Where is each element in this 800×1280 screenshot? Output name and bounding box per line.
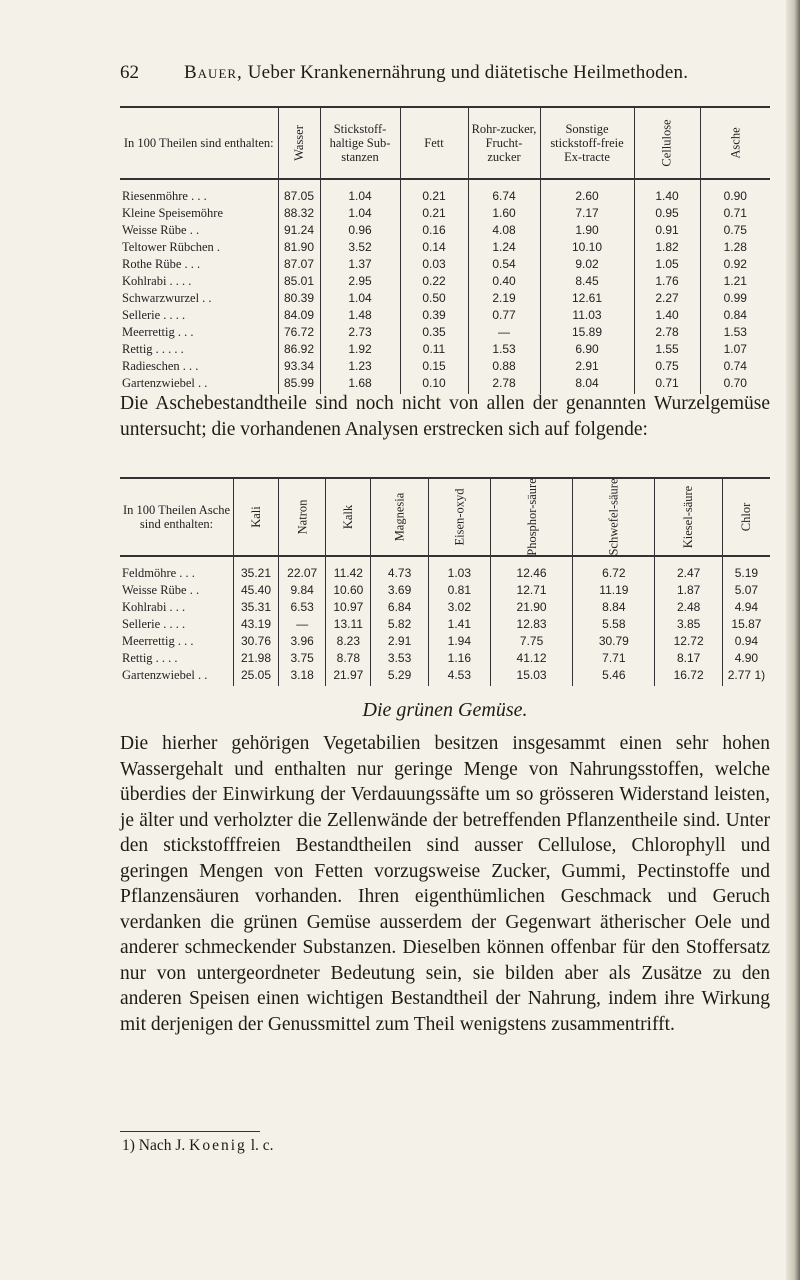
table-row	[120, 667, 770, 686]
value-cell: 5.07	[722, 582, 770, 599]
value-cell: 1.40	[634, 307, 700, 324]
table1-header-stickstoff: Stickstoff-haltige Sub-stanzen	[320, 107, 400, 179]
value-cell: 1.82	[634, 239, 700, 256]
value-cell: 2.60	[540, 188, 634, 205]
row-label-cell: Sellerie . . . .	[122, 308, 186, 322]
table2-header-natron: Natron	[278, 478, 325, 556]
table-row	[120, 650, 770, 667]
value-cell: 12.83	[490, 616, 573, 633]
table-row	[120, 307, 770, 324]
table-row	[120, 239, 770, 256]
row-label-cell: Rettig . . . .	[122, 651, 178, 665]
value-cell: 8.23	[326, 633, 371, 650]
section-heading: Die grünen Gemüse.	[362, 699, 528, 721]
table1-header-fett: Fett	[400, 107, 468, 179]
table2-header-kali: Kali	[234, 478, 279, 556]
page-number: 62	[120, 62, 139, 83]
table1-header-zucker: Rohr-zucker, Frucht-zucker	[468, 107, 540, 179]
value-cell: 1.90	[540, 222, 634, 239]
value-cell: 0.84	[700, 307, 770, 324]
value-cell: 0.50	[400, 290, 468, 307]
value-cell: 10.97	[326, 599, 371, 616]
value-cell: —	[278, 616, 325, 633]
value-cell: 2.47	[655, 565, 722, 582]
row-label-cell: Meerrettig . . .	[122, 325, 194, 339]
value-cell: 12.46	[490, 565, 573, 582]
value-cell: 3.69	[371, 582, 429, 599]
header-title: Ueber Krankenernährung und diätetische Heilmethoden.	[247, 62, 689, 83]
value-cell: 3.52	[320, 239, 400, 256]
value-cell: 30.79	[573, 633, 655, 650]
table-row	[120, 324, 770, 341]
value-cell: 84.09	[278, 307, 320, 324]
value-cell: 1.41	[428, 616, 490, 633]
value-cell: 35.31	[234, 599, 279, 616]
value-cell: 7.75	[490, 633, 573, 650]
value-cell: 0.11	[400, 341, 468, 358]
row-label-cell: Gartenzwiebel . .	[122, 668, 208, 682]
table-row	[120, 582, 770, 599]
row-label-cell: Rettig . . . . .	[122, 342, 184, 356]
table2-header-schwefelsaeure: Schwefel-säure	[573, 478, 655, 556]
row-label-cell: Kleine Speisemöhre	[122, 206, 224, 220]
value-cell: 10.10	[540, 239, 634, 256]
value-cell: 87.05	[278, 188, 320, 205]
value-cell: 0.81	[428, 582, 490, 599]
value-cell: 1.03	[428, 565, 490, 582]
value-cell: 15.03	[490, 667, 573, 686]
value-cell: 8.17	[655, 650, 722, 667]
value-cell: 0.03	[400, 256, 468, 273]
value-cell: 1.68	[320, 375, 400, 394]
value-cell: 0.16	[400, 222, 468, 239]
value-cell: 2.77 1)	[722, 667, 770, 686]
value-cell: 2.91	[540, 358, 634, 375]
value-cell: 8.78	[326, 650, 371, 667]
value-cell: 1.07	[700, 341, 770, 358]
value-cell: 1.16	[428, 650, 490, 667]
value-cell: 4.53	[428, 667, 490, 686]
value-cell: 5.19	[722, 565, 770, 582]
value-cell: 80.39	[278, 290, 320, 307]
value-cell: 21.97	[326, 667, 371, 686]
table1-header-wasser: Wasser	[278, 107, 320, 179]
value-cell: 11.19	[573, 582, 655, 599]
table-row	[120, 341, 770, 358]
value-cell: 4.73	[371, 565, 429, 582]
value-cell: 0.74	[700, 358, 770, 375]
value-cell: 85.99	[278, 375, 320, 394]
value-cell: 0.99	[700, 290, 770, 307]
value-cell: 76.72	[278, 324, 320, 341]
value-cell: 3.85	[655, 616, 722, 633]
value-cell: 0.21	[400, 205, 468, 222]
value-cell: 2.95	[320, 273, 400, 290]
value-cell: 1.28	[700, 239, 770, 256]
table-row	[120, 222, 770, 239]
value-cell: 5.46	[573, 667, 655, 686]
value-cell: 0.54	[468, 256, 540, 273]
table-row	[120, 256, 770, 273]
row-label-cell: Radieschen . . .	[122, 359, 199, 373]
footnote-rule	[120, 1131, 260, 1132]
table2-header-eisenoxyd: Eisen-oxyd	[428, 478, 490, 556]
value-cell: 85.01	[278, 273, 320, 290]
value-cell: 10.60	[326, 582, 371, 599]
value-cell: 2.73	[320, 324, 400, 341]
value-cell: 8.45	[540, 273, 634, 290]
footnote-prefix: Nach J.	[138, 1137, 186, 1154]
value-cell: 11.03	[540, 307, 634, 324]
table2-header-magnesia: Magnesia	[371, 478, 429, 556]
value-cell: 0.40	[468, 273, 540, 290]
value-cell: 1.37	[320, 256, 400, 273]
value-cell: 15.87	[722, 616, 770, 633]
row-label-cell: Feldmöhre . . .	[122, 566, 195, 580]
value-cell: 1.21	[700, 273, 770, 290]
table-row	[120, 599, 770, 616]
value-cell: 3.18	[278, 667, 325, 686]
value-cell: 12.71	[490, 582, 573, 599]
value-cell: 1.04	[320, 188, 400, 205]
row-label-cell: Rothe Rübe . . .	[122, 257, 201, 271]
table-row	[120, 616, 770, 633]
value-cell: 1.05	[634, 256, 700, 273]
value-cell: 21.90	[490, 599, 573, 616]
value-cell: 86.92	[278, 341, 320, 358]
value-cell: —	[468, 324, 540, 341]
value-cell: 0.95	[634, 205, 700, 222]
value-cell: 0.14	[400, 239, 468, 256]
row-label-cell: Meerrettig . . .	[122, 634, 194, 648]
value-cell: 2.19	[468, 290, 540, 307]
value-cell: 41.12	[490, 650, 573, 667]
value-cell: 0.71	[700, 205, 770, 222]
value-cell: 0.71	[634, 375, 700, 394]
value-cell: 81.90	[278, 239, 320, 256]
value-cell: 0.10	[400, 375, 468, 394]
value-cell: 2.78	[634, 324, 700, 341]
value-cell: 1.48	[320, 307, 400, 324]
value-cell: 15.89	[540, 324, 634, 341]
value-cell: 1.94	[428, 633, 490, 650]
table-row	[120, 358, 770, 375]
value-cell: 1.04	[320, 205, 400, 222]
table1-header-row	[120, 107, 770, 179]
value-cell: 3.02	[428, 599, 490, 616]
value-cell: 12.61	[540, 290, 634, 307]
value-cell: 1.24	[468, 239, 540, 256]
value-cell: 2.78	[468, 375, 540, 394]
table2-header-chlor: Chlor	[722, 478, 770, 556]
value-cell: 1.04	[320, 290, 400, 307]
value-cell: 93.34	[278, 358, 320, 375]
value-cell: 3.96	[278, 633, 325, 650]
table2-header-kalk: Kalk	[326, 478, 371, 556]
value-cell: 4.94	[722, 599, 770, 616]
table2-header-row	[120, 478, 770, 556]
table-row	[120, 290, 770, 307]
value-cell: 87.07	[278, 256, 320, 273]
value-cell: 0.92	[700, 256, 770, 273]
value-cell: 3.75	[278, 650, 325, 667]
ash-table	[120, 477, 770, 686]
value-cell: 45.40	[234, 582, 279, 599]
value-cell: 4.90	[722, 650, 770, 667]
value-cell: 6.74	[468, 188, 540, 205]
table-row	[120, 273, 770, 290]
value-cell: 3.53	[371, 650, 429, 667]
table-spacer-row	[120, 556, 770, 565]
running-title	[184, 62, 688, 84]
value-cell: 0.22	[400, 273, 468, 290]
value-cell: 1.55	[634, 341, 700, 358]
value-cell: 21.98	[234, 650, 279, 667]
value-cell: 6.53	[278, 599, 325, 616]
value-cell: 4.08	[468, 222, 540, 239]
value-cell: 8.84	[573, 599, 655, 616]
table-row	[120, 565, 770, 582]
table1-header-label: In 100 Theilen sind enthalten:	[120, 107, 278, 179]
value-cell: 1.92	[320, 341, 400, 358]
footnote-name: Koenig	[189, 1137, 247, 1154]
footnote	[122, 1137, 274, 1155]
value-cell: 35.21	[234, 565, 279, 582]
value-cell: 6.90	[540, 341, 634, 358]
row-label-cell: Weisse Rübe . .	[122, 583, 200, 597]
value-cell: 0.90	[700, 188, 770, 205]
footnote-suffix: l. c.	[250, 1137, 274, 1154]
value-cell: 7.71	[573, 650, 655, 667]
table1-header-extracte: Sonstige stickstoff-freie Ex-tracte	[540, 107, 634, 179]
table-row	[120, 633, 770, 650]
value-cell: 91.24	[278, 222, 320, 239]
running-header	[120, 62, 770, 86]
value-cell: 0.75	[634, 358, 700, 375]
value-cell: 0.88	[468, 358, 540, 375]
value-cell: 11.42	[326, 565, 371, 582]
table2-header-label: In 100 Theilen Asche sind enthalten:	[120, 478, 234, 556]
page-edge-shadow	[786, 0, 800, 1280]
value-cell: 9.84	[278, 582, 325, 599]
composition-table	[120, 106, 770, 394]
row-label-cell: Riesenmöhre . . .	[122, 189, 207, 203]
value-cell: 1.76	[634, 273, 700, 290]
table1-header-asche: Asche	[700, 107, 770, 179]
value-cell: 0.96	[320, 222, 400, 239]
row-label-cell: Kohlrabi . . .	[122, 600, 186, 614]
row-label-cell: Sellerie . . . .	[122, 617, 186, 631]
value-cell: 16.72	[655, 667, 722, 686]
value-cell: 88.32	[278, 205, 320, 222]
value-cell: 1.53	[700, 324, 770, 341]
value-cell: 30.76	[234, 633, 279, 650]
value-cell: 0.70	[700, 375, 770, 394]
footnote-mark: 1)	[122, 1137, 135, 1154]
table-row	[120, 188, 770, 205]
paragraph-green-vegetables: Die hierher gehörigen Vegetabilien besitzen insgesammt einen sehr hohen Wassergehalt und enthalten nur geringe Menge von Nahrungsstoffen, welche überdies der Einwirkung der Verdauungssäfte um so grösseren Widerstand leisten, je älter und verholzter die Zellenwände der betreffenden Pflanzentheile sind. Unter den stickstofffreien Bestandtheilen sind ausser Cellulose, Chlorophyll und geringen Mengen von Fetten vorzugsweise Zucker, Gummi, Pectinstoffe und Pflanzensäuren vorhanden. Ihren eigenthümlichen Geschmack und Geruch verdanken die grünen Gemüse ausserdem der Gegenwart ätherischer Oele und anderer schmeckender Substanzen. Dieselben können offenbar für den Stoffersatz nur von untergeordneter Bedeutung sein, sie bilden aber als Zusätze zu den anderen Speisen einen wichtigen Bestandtheil der Nahrung, indem ihre Wirkung mit derjenigen der Genussmittel zum Theil wenigstens zusammentrifft.	[120, 733, 770, 1035]
value-cell: 8.04	[540, 375, 634, 394]
value-cell: 2.48	[655, 599, 722, 616]
value-cell: 6.72	[573, 565, 655, 582]
value-cell: 7.17	[540, 205, 634, 222]
row-label-cell: Gartenzwiebel . .	[122, 376, 208, 390]
value-cell: 0.21	[400, 188, 468, 205]
value-cell: 6.84	[371, 599, 429, 616]
row-label-cell: Teltower Rübchen .	[122, 240, 221, 254]
row-label-cell: Kohlrabi . . . .	[122, 274, 192, 288]
table-row	[120, 205, 770, 222]
value-cell: 12.72	[655, 633, 722, 650]
value-cell: 22.07	[278, 565, 325, 582]
value-cell: 1.53	[468, 341, 540, 358]
table1-header-cellulose: Cellulose	[634, 107, 700, 179]
row-label-cell: Weisse Rübe . .	[122, 223, 200, 237]
value-cell: 13.11	[326, 616, 371, 633]
value-cell: 1.60	[468, 205, 540, 222]
value-cell: 5.58	[573, 616, 655, 633]
row-label-cell: Schwarzwurzel . .	[122, 291, 212, 305]
header-author: Bauer,	[184, 62, 243, 83]
value-cell: 2.91	[371, 633, 429, 650]
value-cell: 1.23	[320, 358, 400, 375]
value-cell: 1.40	[634, 188, 700, 205]
paragraph-ash-intro: Die Aschebestandtheile sind noch nicht von allen der genannten Wurzelgemüse untersucht; die vorhandenen Analysen erstrecken sich auf folgende:	[120, 393, 770, 440]
value-cell: 5.29	[371, 667, 429, 686]
value-cell: 0.77	[468, 307, 540, 324]
value-cell: 0.91	[634, 222, 700, 239]
value-cell: 43.19	[234, 616, 279, 633]
value-cell: 0.75	[700, 222, 770, 239]
table2-header-phosphorsaeure: Phosphor-säure	[490, 478, 573, 556]
value-cell: 9.02	[540, 256, 634, 273]
value-cell: 0.94	[722, 633, 770, 650]
value-cell: 5.82	[371, 616, 429, 633]
table2-header-kieselsaeure: Kiesel-säure	[655, 478, 722, 556]
table-spacer-row	[120, 179, 770, 188]
value-cell: 2.27	[634, 290, 700, 307]
value-cell: 25.05	[234, 667, 279, 686]
value-cell: 0.35	[400, 324, 468, 341]
value-cell: 1.87	[655, 582, 722, 599]
value-cell: 0.15	[400, 358, 468, 375]
value-cell: 0.39	[400, 307, 468, 324]
